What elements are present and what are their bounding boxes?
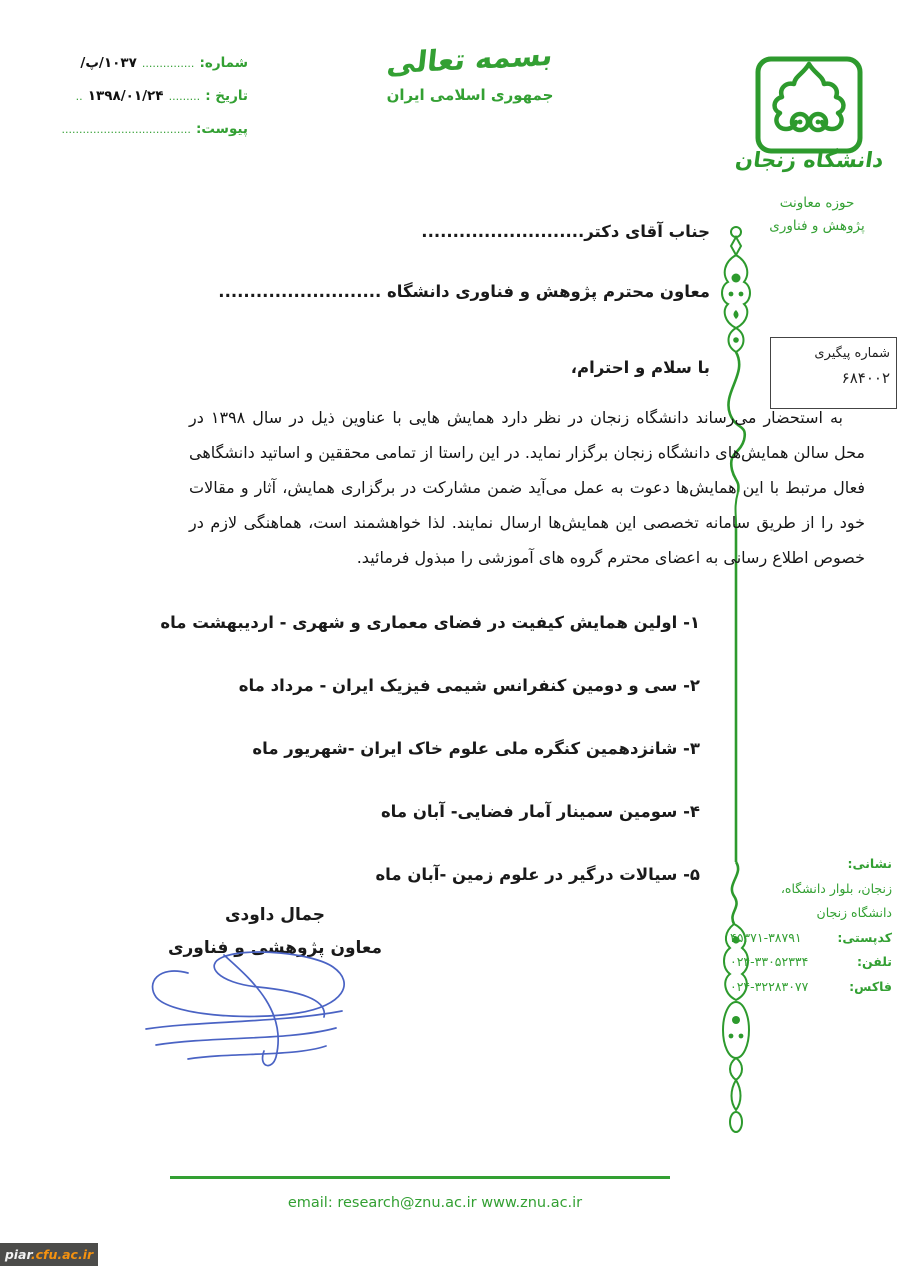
address-line2: دانشگاه زنجان (816, 905, 892, 920)
signer-name: جمال داودی (224, 905, 326, 925)
postal-label: کدپستی: (837, 929, 892, 945)
list-item: ۳- شانزدهمین کنگره ملی علوم خاک ایران -شهریور ماه (252, 739, 700, 758)
addressee-block (35, 222, 710, 301)
republic-title: جمهوری اسلامی ایران (386, 86, 554, 104)
date-dotted-line-after: .. (75, 90, 83, 103)
center-header (290, 37, 650, 104)
address-label: نشانی: (847, 856, 892, 871)
number-label: شماره: (199, 55, 248, 71)
list-item: ۴- سومین سمینار آمار فضایی- آبان ماه (380, 802, 700, 821)
website-url: www.znu.ac.ir (481, 1195, 583, 1211)
footer-contacts (270, 1192, 600, 1214)
address-line1: زنجان، بلوار دانشگاه، (780, 880, 892, 896)
postal-code-row (730, 926, 892, 951)
addressee-name-line: جناب آقای دکتر.......................... (421, 222, 710, 241)
signature-block (150, 905, 400, 958)
date-field (28, 85, 248, 104)
attachment-dotted-line: ..................................... (61, 123, 191, 136)
number-dotted-line: ............... (141, 57, 195, 70)
list-item: ۱- اولین همایش کیفیت در فضای معماری و شهری - اردیبهشت ماه (160, 613, 700, 632)
logo-emblem-icon (752, 55, 866, 157)
postal-value: ۴۵۳۷۱-۳۸۷۹۱ (730, 929, 802, 945)
phone-label: تلفن: (856, 954, 892, 969)
addressee-title-line: معاون محترم پژوهش و فناوری دانشگاه .......................... (218, 282, 710, 301)
attachment-field (28, 118, 248, 137)
fax-label: فاکس: (849, 978, 892, 994)
signer-title: معاون پژوهشی و فناوری (167, 938, 383, 958)
fax-value: ۰۲۴-۳۲۲۸۳۰۷۷ (730, 978, 809, 994)
tracking-label: شماره پیگیری (814, 346, 890, 361)
list-item: ۵- سیالات درگیر در علوم زمین -آبان ماه (375, 865, 700, 884)
footer-divider (170, 1176, 670, 1179)
attachment-label: پیوست: (195, 121, 248, 137)
contact-block (730, 852, 892, 999)
decorative-ornament-border (714, 222, 758, 1137)
phone-row (730, 950, 892, 975)
watermark-text-orange: .cfu.ac.ir (30, 1247, 94, 1262)
tracking-number-box (770, 337, 897, 409)
department-label (742, 192, 892, 238)
number-value: ۱۰۳۷/پ/ (80, 55, 137, 71)
date-label: تاریخ : (205, 88, 248, 104)
events-list (40, 612, 700, 927)
watermark-badge (0, 1243, 98, 1266)
department-line2: پژوهش و فناوری (769, 218, 865, 234)
university-logo-icon (752, 55, 866, 161)
bismillah-calligraphy: بسمه تعالی (385, 37, 555, 81)
date-dotted-line: ......... (168, 90, 201, 103)
phone-value: ۰۲۴-۳۳۰۵۲۳۳۴ (730, 954, 809, 969)
salutation: با سلام و احترام، (570, 358, 710, 377)
number-field (28, 52, 248, 71)
list-item: ۲- سی و دومین کنفرانس شیمی فیزیک ایران - مرداد ماه (238, 676, 700, 695)
date-value: ۱۳۹۸/۰۱/۲۴ (87, 88, 164, 104)
university-name-calligraphy: دانشگاه زنجان (733, 148, 886, 172)
department-line1: حوزه معاونت (779, 195, 855, 211)
fax-row (730, 975, 892, 1000)
watermark-text-white: piar (4, 1247, 31, 1262)
letter-body-paragraph: به استحضار می‌رساند دانشگاه زنجان در نظر دارد همایش هایی با عناوین ذیل در سال ۱۳۹۸ در محل سالن همایش‌های دانشگاه زنجان برگزار نماید. در این راستا از تمامی محققین و اساتید دانشگاهی فعال مرتبط با این همایش‌ها دعوت به عمل می‌آید ضمن مشارکت در برگزاری همایش، آثار و مقالات خود را از طریق سامانه تخصصی این همایش‌ها ارسال نمایند. لذا خواهشمند است، هماهنگی لازم در خصوص اطلاع رسانی به اعضای محترم گروه های آموزشی را مبذول فرمائید. (189, 408, 865, 567)
reference-fields (28, 52, 248, 151)
email-address: email: research@znu.ac.ir (287, 1195, 477, 1211)
tracking-value: ۶۸۴۰۰۲ (841, 369, 890, 387)
